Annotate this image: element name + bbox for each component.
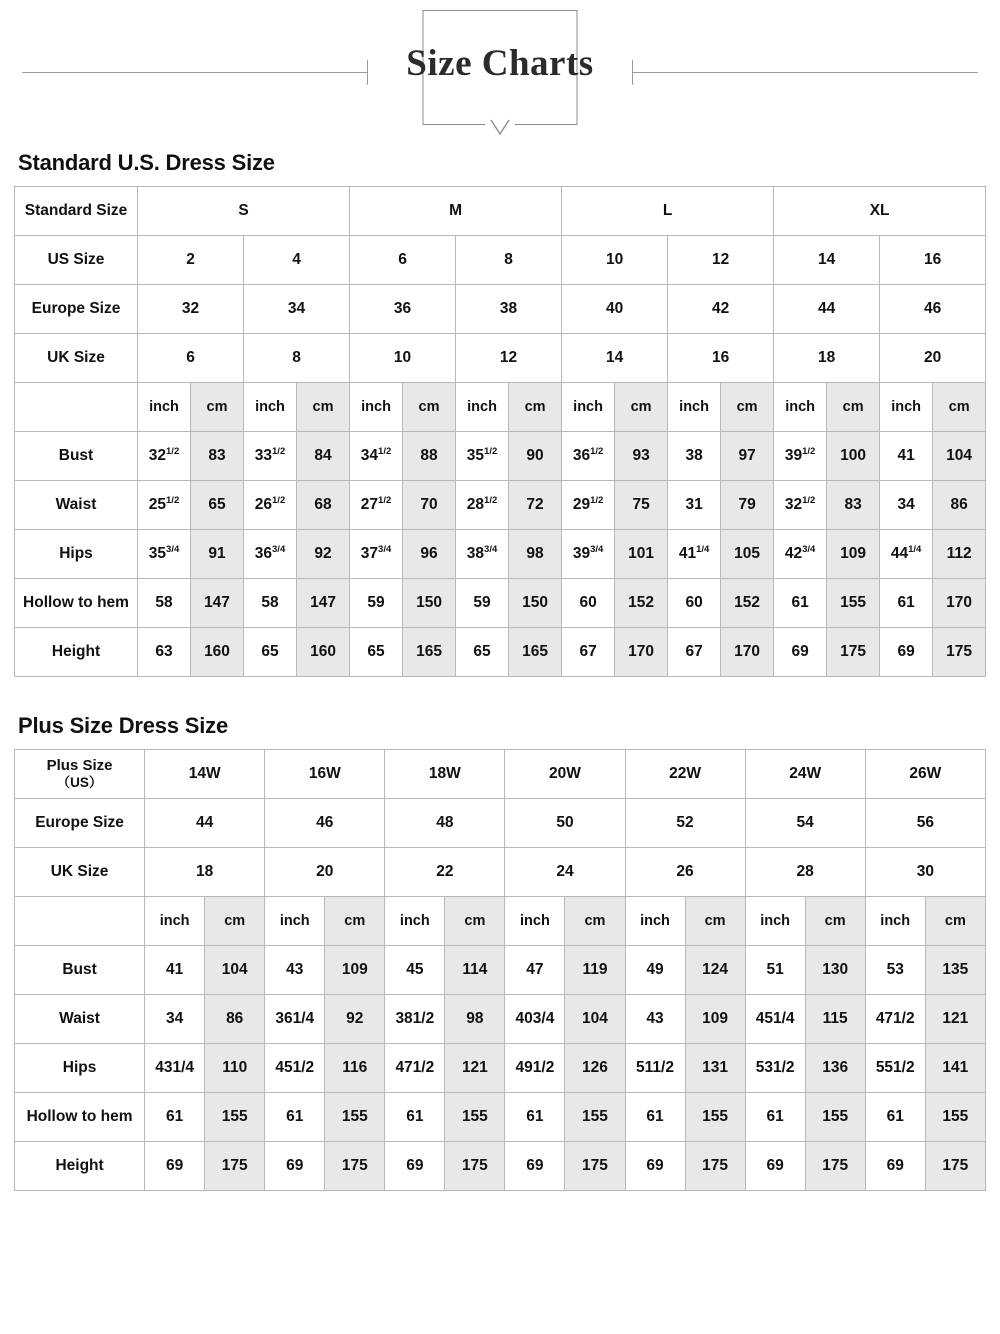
cell: 155	[827, 579, 880, 628]
table-row	[15, 848, 986, 897]
group-s: S	[138, 187, 350, 236]
cell: 20W	[505, 750, 625, 799]
cell: 152	[615, 579, 668, 628]
row-label-blank	[15, 897, 145, 946]
cell: 175	[205, 1142, 265, 1191]
cell: 86	[205, 995, 265, 1044]
cell: 48	[385, 799, 505, 848]
cell: 135	[925, 946, 985, 995]
cell: 511/2	[625, 1044, 685, 1093]
cell: 147	[191, 579, 244, 628]
cell: 114	[445, 946, 505, 995]
cell: 361/4	[265, 995, 325, 1044]
cell: 20	[265, 848, 385, 897]
cell: 22W	[625, 750, 745, 799]
table-row	[15, 1093, 986, 1142]
cell: 58	[138, 579, 191, 628]
cell: 70	[403, 481, 456, 530]
cell: 59	[350, 579, 403, 628]
cell: 90	[509, 432, 562, 481]
cell: 471/2	[385, 1044, 445, 1093]
cell: 16W	[265, 750, 385, 799]
cell: 155	[445, 1093, 505, 1142]
cell: 69	[505, 1142, 565, 1191]
cell: 165	[509, 628, 562, 677]
cell: 50	[505, 799, 625, 848]
plus-size-section	[0, 713, 1000, 1191]
cell: 56	[865, 799, 985, 848]
cell: 60	[562, 579, 615, 628]
unit-cell: cm	[191, 383, 244, 432]
cell: 34	[145, 995, 205, 1044]
cell: 551/2	[865, 1044, 925, 1093]
cell: 155	[325, 1093, 385, 1142]
cell: 109	[325, 946, 385, 995]
cell: $39^{3/4}$	[562, 530, 615, 579]
cell: $36^{1/2}$	[562, 432, 615, 481]
cell: 75	[615, 481, 668, 530]
cell: 32	[138, 285, 244, 334]
cell: 104	[565, 995, 625, 1044]
cell: 61	[265, 1093, 325, 1142]
cell: $27^{1/2}$	[350, 481, 403, 530]
cell: 24	[505, 848, 625, 897]
table-row	[15, 285, 986, 334]
cell: $33^{1/2}$	[244, 432, 297, 481]
table-row	[15, 1044, 986, 1093]
table-row	[15, 628, 986, 677]
cell: 16	[668, 334, 774, 383]
unit-cell: inch	[265, 897, 325, 946]
cell: 47	[505, 946, 565, 995]
cell: 86	[933, 481, 986, 530]
unit-cell: cm	[403, 383, 456, 432]
cell: 30	[865, 848, 985, 897]
cell: 12	[668, 236, 774, 285]
cell: 104	[205, 946, 265, 995]
cell: 14W	[145, 750, 265, 799]
cell: 16	[880, 236, 986, 285]
cell: 51	[745, 946, 805, 995]
cell: 141	[925, 1044, 985, 1093]
header-rule-cap-left	[367, 60, 368, 85]
cell: $44^{1/4}$	[880, 530, 933, 579]
cell: 61	[385, 1093, 445, 1142]
cell: 18	[145, 848, 265, 897]
cell: 46	[880, 285, 986, 334]
row-label-uk-size: UK Size	[15, 848, 145, 897]
cell: 61	[145, 1093, 205, 1142]
cell: 43	[625, 995, 685, 1044]
cell: 91	[191, 530, 244, 579]
page-header	[0, 0, 1000, 150]
table-row	[15, 432, 986, 481]
cell: 121	[445, 1044, 505, 1093]
unit-cell: cm	[805, 897, 865, 946]
header-rule-right	[633, 72, 978, 73]
cell: $36^{3/4}$	[244, 530, 297, 579]
cell: 52	[625, 799, 745, 848]
unit-cell: cm	[685, 897, 745, 946]
cell: 10	[350, 334, 456, 383]
cell: $34^{1/2}$	[350, 432, 403, 481]
cell: 84	[297, 432, 350, 481]
unit-cell: cm	[615, 383, 668, 432]
cell: 6	[138, 334, 244, 383]
cell: 112	[933, 530, 986, 579]
cell: 72	[509, 481, 562, 530]
header-rule-cap-right	[632, 60, 633, 85]
cell: 69	[880, 628, 933, 677]
cell: 100	[827, 432, 880, 481]
cell: 69	[385, 1142, 445, 1191]
cell: 101	[615, 530, 668, 579]
cell: 69	[745, 1142, 805, 1191]
table-row	[15, 799, 986, 848]
cell: 44	[774, 285, 880, 334]
cell: 93	[615, 432, 668, 481]
cell: 61	[880, 579, 933, 628]
row-label-hollow-to-hem: Hollow to hem	[15, 579, 138, 628]
cell: 155	[565, 1093, 625, 1142]
cell: 403/4	[505, 995, 565, 1044]
cell: 165	[403, 628, 456, 677]
unit-cell: cm	[827, 383, 880, 432]
unit-cell: inch	[668, 383, 721, 432]
cell: 61	[625, 1093, 685, 1142]
cell: $26^{1/2}$	[244, 481, 297, 530]
cell: 38	[668, 432, 721, 481]
header-rule-left	[22, 72, 367, 73]
cell: 67	[562, 628, 615, 677]
cell: $32^{1/2}$	[774, 481, 827, 530]
cell: $37^{3/4}$	[350, 530, 403, 579]
cell: 49	[625, 946, 685, 995]
cell: 109	[685, 995, 745, 1044]
cell: 152	[721, 579, 774, 628]
cell: 175	[325, 1142, 385, 1191]
cell: $25^{1/2}$	[138, 481, 191, 530]
cell: 160	[297, 628, 350, 677]
cell: 61	[505, 1093, 565, 1142]
cell: 160	[191, 628, 244, 677]
row-label-us-size: US Size	[15, 236, 138, 285]
unit-cell: cm	[445, 897, 505, 946]
cell: 68	[297, 481, 350, 530]
cell: 147	[297, 579, 350, 628]
unit-cell: inch	[145, 897, 205, 946]
cell: 96	[403, 530, 456, 579]
plus-size-label-main: Plus Size	[46, 757, 113, 775]
cell: 65	[191, 481, 244, 530]
row-label-europe-size: Europe Size	[15, 799, 145, 848]
group-m: M	[350, 187, 562, 236]
cell: 46	[265, 799, 385, 848]
cell: 69	[265, 1142, 325, 1191]
cell: 45	[385, 946, 445, 995]
row-label-plus-size	[15, 750, 145, 799]
unit-cell: cm	[509, 383, 562, 432]
cell: 92	[325, 995, 385, 1044]
row-label-bust: Bust	[15, 946, 145, 995]
unit-cell: inch	[865, 897, 925, 946]
cell: 58	[244, 579, 297, 628]
cell: 175	[805, 1142, 865, 1191]
cell: 155	[925, 1093, 985, 1142]
unit-cell: cm	[721, 383, 774, 432]
cell: 53	[865, 946, 925, 995]
cell: 59	[456, 579, 509, 628]
cell: 124	[685, 946, 745, 995]
cell: 79	[721, 481, 774, 530]
cell: 131	[685, 1044, 745, 1093]
cell: 65	[456, 628, 509, 677]
cell: 116	[325, 1044, 385, 1093]
row-label-height: Height	[15, 1142, 145, 1191]
cell: $41^{1/4}$	[668, 530, 721, 579]
cell: 69	[865, 1142, 925, 1191]
unit-cell: inch	[745, 897, 805, 946]
row-label-uk-size: UK Size	[15, 334, 138, 383]
unit-cell: cm	[205, 897, 265, 946]
cell: 69	[625, 1142, 685, 1191]
unit-cell: inch	[625, 897, 685, 946]
row-label-hips: Hips	[15, 530, 138, 579]
table-row	[15, 481, 986, 530]
row-label-waist: Waist	[15, 995, 145, 1044]
cell: 28	[745, 848, 865, 897]
cell: 20	[880, 334, 986, 383]
cell: 67	[668, 628, 721, 677]
unit-cell: cm	[297, 383, 350, 432]
cell: 381/2	[385, 995, 445, 1044]
cell: 42	[668, 285, 774, 334]
cell: 104	[933, 432, 986, 481]
unit-cell: inch	[505, 897, 565, 946]
cell: $38^{3/4}$	[456, 530, 509, 579]
cell: 115	[805, 995, 865, 1044]
cell: 170	[721, 628, 774, 677]
cell: 2	[138, 236, 244, 285]
unit-cell: inch	[456, 383, 509, 432]
cell: 63	[138, 628, 191, 677]
group-xl: XL	[774, 187, 986, 236]
cell: 155	[805, 1093, 865, 1142]
cell: 98	[509, 530, 562, 579]
cell: 98	[445, 995, 505, 1044]
cell: 18	[774, 334, 880, 383]
plus-size-table	[14, 749, 986, 1191]
cell: $35^{3/4}$	[138, 530, 191, 579]
unit-cell: inch	[774, 383, 827, 432]
standard-size-title: Standard U.S. Dress Size	[18, 150, 275, 175]
cell: $28^{1/2}$	[456, 481, 509, 530]
chevron-down-ornament-icon	[485, 112, 515, 142]
unit-cell: inch	[562, 383, 615, 432]
cell: 65	[350, 628, 403, 677]
cell: 22	[385, 848, 505, 897]
table-row	[15, 995, 986, 1044]
cell: 14	[562, 334, 668, 383]
cell: 10	[562, 236, 668, 285]
cell: 44	[145, 799, 265, 848]
table-row	[15, 579, 986, 628]
row-label-hollow-to-hem: Hollow to hem	[15, 1093, 145, 1142]
table-row	[15, 187, 986, 236]
cell: 431/4	[145, 1044, 205, 1093]
table-row	[15, 383, 986, 432]
cell: $35^{1/2}$	[456, 432, 509, 481]
cell: 175	[445, 1142, 505, 1191]
unit-cell: cm	[933, 383, 986, 432]
unit-cell: inch	[138, 383, 191, 432]
unit-cell: inch	[385, 897, 445, 946]
cell: 121	[925, 995, 985, 1044]
cell: 38	[456, 285, 562, 334]
cell: 34	[244, 285, 350, 334]
row-label-waist: Waist	[15, 481, 138, 530]
unit-cell: inch	[350, 383, 403, 432]
cell: 24W	[745, 750, 865, 799]
cell: 110	[205, 1044, 265, 1093]
cell: 531/2	[745, 1044, 805, 1093]
cell: 471/2	[865, 995, 925, 1044]
cell: 41	[880, 432, 933, 481]
cell: 175	[925, 1142, 985, 1191]
cell: 36	[350, 285, 456, 334]
row-label-bust: Bust	[15, 432, 138, 481]
cell: 69	[145, 1142, 205, 1191]
cell: 155	[205, 1093, 265, 1142]
cell: 105	[721, 530, 774, 579]
cell: 83	[827, 481, 880, 530]
cell: 6	[350, 236, 456, 285]
cell: 8	[456, 236, 562, 285]
table-row	[15, 334, 986, 383]
cell: 97	[721, 432, 774, 481]
plus-size-label-sub: （US）	[56, 775, 103, 791]
cell: 18W	[385, 750, 505, 799]
plus-size-title: Plus Size Dress Size	[18, 713, 228, 738]
cell: 150	[509, 579, 562, 628]
group-l: L	[562, 187, 774, 236]
cell: 34	[880, 481, 933, 530]
cell: $32^{1/2}$	[138, 432, 191, 481]
cell: 109	[827, 530, 880, 579]
cell: 61	[745, 1093, 805, 1142]
cell: 126	[565, 1044, 625, 1093]
cell: 451/4	[745, 995, 805, 1044]
table-row	[15, 236, 986, 285]
cell: 136	[805, 1044, 865, 1093]
cell: 69	[774, 628, 827, 677]
cell: 61	[774, 579, 827, 628]
cell: 54	[745, 799, 865, 848]
cell: 8	[244, 334, 350, 383]
row-label-blank	[15, 383, 138, 432]
cell: 26W	[865, 750, 985, 799]
cell: 170	[615, 628, 668, 677]
cell: 60	[668, 579, 721, 628]
cell: 451/2	[265, 1044, 325, 1093]
cell: 175	[933, 628, 986, 677]
cell: 92	[297, 530, 350, 579]
cell: 175	[565, 1142, 625, 1191]
cell: 491/2	[505, 1044, 565, 1093]
cell: 175	[827, 628, 880, 677]
unit-cell: cm	[325, 897, 385, 946]
cell: 150	[403, 579, 456, 628]
cell: $29^{1/2}$	[562, 481, 615, 530]
unit-cell: cm	[925, 897, 985, 946]
cell: 175	[685, 1142, 745, 1191]
cell: 14	[774, 236, 880, 285]
cell: 119	[565, 946, 625, 995]
row-label-standard-size: Standard Size	[15, 187, 138, 236]
cell: $42^{3/4}$	[774, 530, 827, 579]
standard-size-section	[0, 150, 1000, 677]
cell: 130	[805, 946, 865, 995]
table-row	[15, 946, 986, 995]
table-row	[15, 750, 986, 799]
standard-size-table	[14, 186, 986, 677]
cell: 61	[865, 1093, 925, 1142]
unit-cell: inch	[244, 383, 297, 432]
page-title: Size Charts	[406, 43, 594, 84]
cell: $39^{1/2}$	[774, 432, 827, 481]
cell: 43	[265, 946, 325, 995]
table-row	[15, 530, 986, 579]
cell: 26	[625, 848, 745, 897]
unit-cell: inch	[880, 383, 933, 432]
row-label-height: Height	[15, 628, 138, 677]
cell: 65	[244, 628, 297, 677]
cell: 88	[403, 432, 456, 481]
cell: 155	[685, 1093, 745, 1142]
cell: 83	[191, 432, 244, 481]
cell: 31	[668, 481, 721, 530]
row-label-europe-size: Europe Size	[15, 285, 138, 334]
cell: 4	[244, 236, 350, 285]
table-row	[15, 1142, 986, 1191]
cell: 12	[456, 334, 562, 383]
cell: 40	[562, 285, 668, 334]
table-row	[15, 897, 986, 946]
unit-cell: cm	[565, 897, 625, 946]
cell: 41	[145, 946, 205, 995]
row-label-hips: Hips	[15, 1044, 145, 1093]
cell: 170	[933, 579, 986, 628]
